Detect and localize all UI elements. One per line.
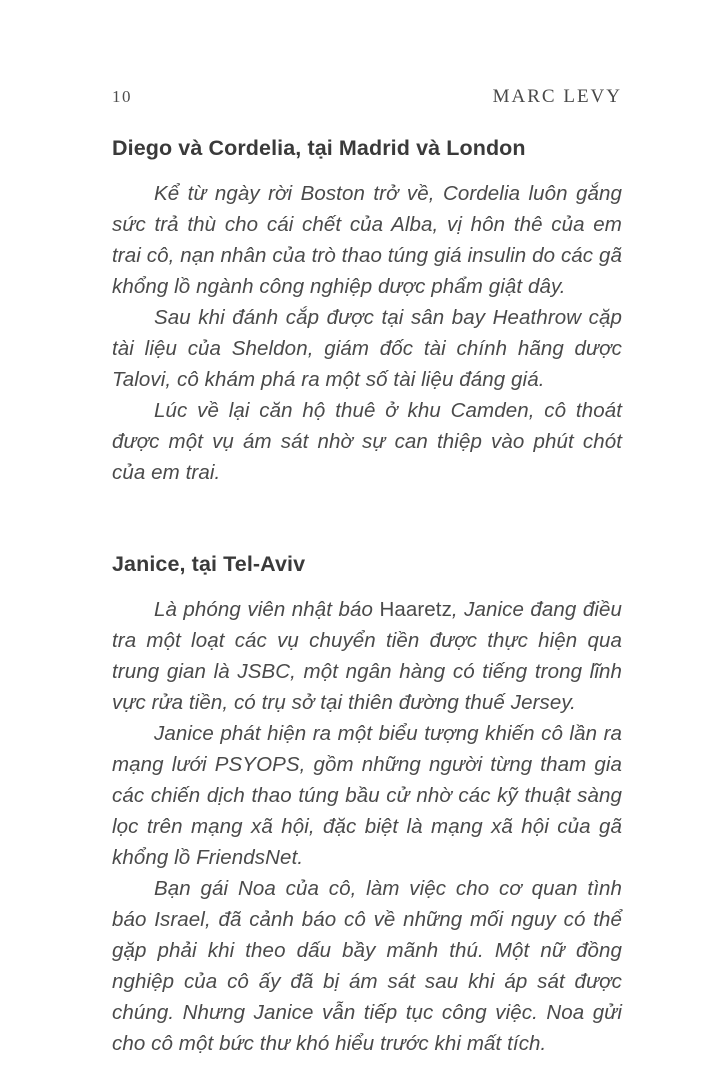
page-number: 10	[112, 87, 132, 106]
running-head-author: MARC LEVY	[492, 86, 622, 107]
paragraph	[112, 873, 622, 1059]
section-heading: Diego và Cordelia, tại Madrid và London	[112, 136, 526, 160]
book-content	[112, 136, 622, 1059]
paragraph	[112, 395, 622, 488]
paragraph-text: Lúc về lại căn hộ thuê ở khu Camden, cô thoát được một vụ ám sát nhờ sự can thiệp vào phút chót của em trai.	[112, 399, 622, 484]
paragraph-text: Bạn gái Noa của cô, làm việc cho cơ quan tình báo Israel, đã cảnh báo cô về những mối nguy có thể gặp phải khi theo dấu bầy mãnh thú. Một nữ đồng nghiệp của cô ấy đã bị ám sát sau khi áp sát được chúng. Nhưng Janice vẫn tiếp tục công việc. Noa gửi cho cô một bức thư khó hiểu trước khi mất tích.	[112, 877, 622, 1055]
paragraph-text: Là phóng viên nhật báo	[154, 598, 380, 621]
paragraph-text: Kể từ ngày rời Boston trở về, Cordelia luôn gắng sức trả thù cho cái chết của Alba, vị hôn thê của em trai cô, nạn nhân của trò thao túng giá insulin do các gã khổng lồ ngành công nghiệp dược phẩm giật dây.	[112, 182, 622, 298]
paragraph	[112, 178, 622, 302]
page-header	[112, 86, 622, 108]
section-1	[112, 136, 622, 488]
paragraph	[112, 594, 622, 718]
paragraph	[112, 302, 622, 395]
paragraph-text: Sau khi đánh cắp được tại sân bay Heathrow cặp tài liệu của Sheldon, giám đốc tài chính hãng dược Talovi, cô khám phá ra một số tài liệu đáng giá.	[112, 306, 622, 391]
section-2	[112, 552, 622, 1059]
paragraph	[112, 718, 622, 873]
section-heading: Janice, tại Tel-Aviv	[112, 552, 306, 576]
paragraph-text: , Janice đang điều tra một loạt các vụ chuyển tiền được thực hiện qua trung gian là JSBC, một ngân hàng có tiếng trong lĩnh vực rửa tiền, có trụ sở tại thiên đường thuế Jersey.	[112, 598, 623, 714]
proper-noun-upright: Haaretz	[379, 598, 452, 621]
paragraph-text: Janice phát hiện ra một biểu tượng khiến cô lần ra mạng lưới PSYOPS, gồm những người từng tham gia các chiến dịch thao túng bầu cử nhờ các kỹ thuật sàng lọc trên mạng xã hội, đặc biệt là mạng xã hội của gã khổng lồ FriendsNet.	[112, 722, 622, 869]
